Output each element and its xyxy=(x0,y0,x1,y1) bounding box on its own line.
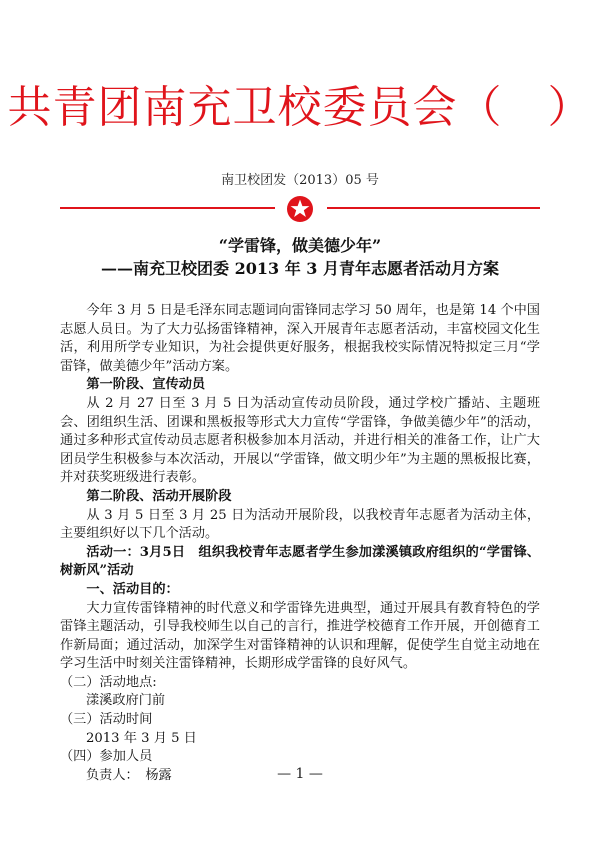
people-value: 负责人： 杨露 xyxy=(86,767,172,783)
time-value: 2013 年 3 月 5 日 xyxy=(86,730,197,746)
purpose-paragraph: 大力宣传雷锋精神的时代意义和学雷锋先进典型，通过开展具有教育特色的学雷锋主题活动，引导我校师生以自己的言行，推进学校德育工作开展，开创德育工作新局面；通过活动，加深学生对雷锋精神的认识和理解，促使学生自觉主动地在学习生活中时刻关注雷锋精神，长期形成学雷锋的良好风气。 xyxy=(60,600,540,672)
phase1-paragraph: 从 2 月 27 日至 3 月 5 日为活动宣传动员阶段，通过学校广播站、主题班会、团组织生活、团课和黑板报等形式大力宣传“学雷锋，争做美德少年”的活动，通过多种形式宣传动员志愿者积极参加本月活动，并进行相关的准备工作，让广大团员学生积极参与本次活动，开展以“学雷锋，做文明少年”为主题的黑板报比赛，并对获奖班级进行表彰。 xyxy=(60,395,540,486)
main-title: “学雷锋，做美德少年” xyxy=(218,236,382,255)
activity1-heading: 活动一：3月5日 组织我校青年志愿者学生参加漾溪镇政府组织的“学雷锋、树新风”活动 xyxy=(60,544,540,579)
location-value: 漾溪政府门前 xyxy=(86,693,166,709)
red-divider-right xyxy=(327,207,540,209)
document-number: 南卫校团发（2013）05 号 xyxy=(221,173,379,188)
time-heading: （三）活动时间 xyxy=(60,712,153,728)
purpose-heading: 一、活动目的： xyxy=(86,581,179,597)
phase2-heading: 第二阶段、活动开展阶段 xyxy=(86,488,232,504)
org-title: 共青团南充卫校委员会（ ） xyxy=(7,82,593,133)
phase2-paragraph: 从 3 月 5 日至 3 月 25 日为活动开展阶段，以我校青年志愿者为活动主体，主要组织好以下几个活动。 xyxy=(60,507,540,542)
people-heading: （四）参加人员 xyxy=(60,749,153,765)
intro-paragraph: 今年 3 月 5 日是毛泽东同志题词向雷锋同志学习 50 周年，也是第 14 个中国志愿人员日。为了大力弘扬雷锋精神，深入开展青年志愿者活动，丰富校园文化生活，利用所学专业知识，为社会提供更好服务，根据我校实际情况特拟定三月“学雷锋，做美德少年”活动方案。 xyxy=(60,303,540,374)
phase1-heading: 第一阶段、宣传动员 xyxy=(86,377,206,393)
sub-title: ——南充卫校团委 2013 年 3 月青年志愿者活动月方案 xyxy=(101,259,499,278)
red-divider-left xyxy=(60,207,275,209)
location-heading: （二）活动地点: xyxy=(60,674,157,690)
red-star-icon xyxy=(286,195,314,223)
page-number: — 1 — xyxy=(277,766,323,782)
document-body xyxy=(60,302,540,785)
